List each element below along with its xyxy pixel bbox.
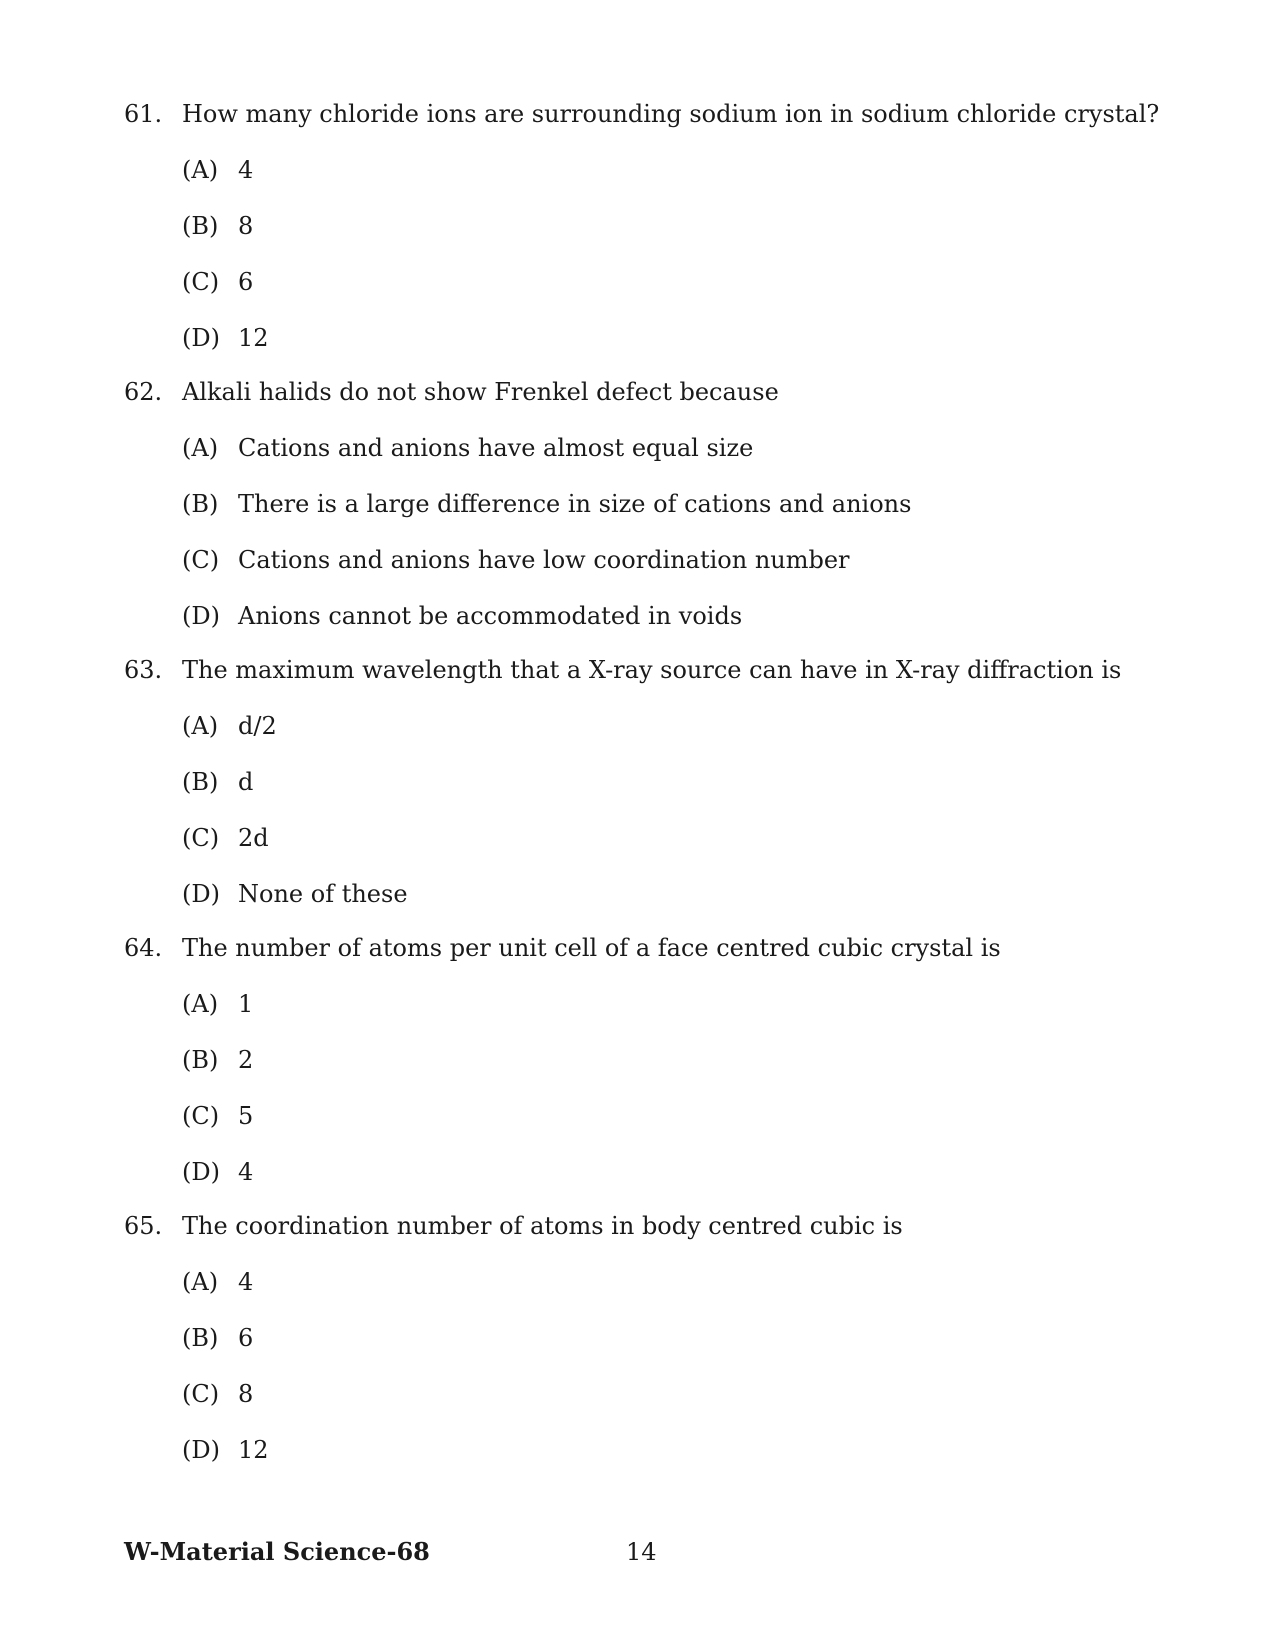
option-label: (C): [182, 268, 220, 296]
option-c: [124, 532, 1164, 588]
option-label: (C): [182, 546, 220, 574]
option-label: (A): [182, 990, 219, 1018]
option-label: (D): [182, 1436, 220, 1464]
option-b: [124, 1032, 1164, 1088]
option-text: 1: [238, 990, 254, 1018]
option-label: (B): [182, 1046, 219, 1074]
question-stem: [124, 920, 1164, 976]
question-text: The number of atoms per unit cell of a face centred cubic crystal is: [182, 934, 1001, 962]
option-a: [124, 976, 1164, 1032]
option-label: (C): [182, 824, 220, 852]
paper-code: W-Material Science-68: [124, 1537, 430, 1566]
option-b: [124, 1310, 1164, 1366]
question-text: Alkali halids do not show Frenkel defect because: [182, 378, 779, 406]
option-d: [124, 866, 1164, 922]
option-c: [124, 254, 1164, 310]
option-a: [124, 420, 1164, 476]
question-65: [124, 1198, 1164, 1478]
option-label: (D): [182, 602, 220, 630]
question-number: 61.: [124, 100, 163, 128]
question-stem: [124, 364, 1164, 420]
option-text: 6: [238, 1324, 254, 1352]
option-c: [124, 1366, 1164, 1422]
option-c: [124, 810, 1164, 866]
option-text: There is a large difference in size of cations and anions: [238, 490, 912, 518]
option-label: (B): [182, 490, 219, 518]
page-number: 14: [626, 1538, 657, 1566]
option-text: Cations and anions have almost equal size: [238, 434, 754, 462]
option-text: 4: [238, 1158, 254, 1186]
option-text: d: [238, 768, 254, 796]
option-label: (D): [182, 1158, 220, 1186]
option-text: Cations and anions have low coordination number: [238, 546, 850, 574]
option-text: 4: [238, 156, 254, 184]
option-label: (B): [182, 768, 219, 796]
question-62: [124, 364, 1164, 644]
question-number: 63.: [124, 656, 163, 684]
option-label: (A): [182, 1268, 219, 1296]
page-footer: [124, 1532, 1164, 1572]
question-61: [124, 86, 1164, 366]
question-text: How many chloride ions are surrounding sodium ion in sodium chloride crystal?: [182, 100, 1160, 128]
question-number: 65.: [124, 1212, 163, 1240]
question-63: [124, 642, 1164, 922]
option-a: [124, 1254, 1164, 1310]
option-label: (B): [182, 212, 219, 240]
option-b: [124, 476, 1164, 532]
question-text: The coordination number of atoms in body centred cubic is: [182, 1212, 903, 1240]
option-d: [124, 310, 1164, 366]
question-number: 64.: [124, 934, 163, 962]
option-a: [124, 142, 1164, 198]
option-text: 6: [238, 268, 254, 296]
option-label: (B): [182, 1324, 219, 1352]
option-label: (C): [182, 1380, 220, 1408]
option-b: [124, 754, 1164, 810]
question-64: [124, 920, 1164, 1200]
option-text: 2: [238, 1046, 254, 1074]
option-label: (D): [182, 880, 220, 908]
option-text: Anions cannot be accommodated in voids: [238, 602, 743, 630]
option-a: [124, 698, 1164, 754]
option-text: 2d: [238, 824, 269, 852]
option-text: None of these: [238, 880, 408, 908]
question-stem: [124, 1198, 1164, 1254]
option-label: (A): [182, 712, 219, 740]
option-text: 12: [238, 324, 269, 352]
option-text: 8: [238, 212, 254, 240]
option-d: [124, 1144, 1164, 1200]
option-label: (D): [182, 324, 220, 352]
option-label: (A): [182, 434, 219, 462]
option-text: 8: [238, 1380, 254, 1408]
option-text: 4: [238, 1268, 254, 1296]
option-d: [124, 588, 1164, 644]
option-b: [124, 198, 1164, 254]
option-text: 5: [238, 1102, 254, 1130]
question-text: The maximum wavelength that a X-ray source can have in X-ray diffraction is: [182, 656, 1122, 684]
option-d: [124, 1422, 1164, 1478]
question-stem: [124, 86, 1164, 142]
question-stem: [124, 642, 1164, 698]
option-label: (A): [182, 156, 219, 184]
option-label: (C): [182, 1102, 220, 1130]
option-text: 12: [238, 1436, 269, 1464]
question-number: 62.: [124, 378, 163, 406]
option-text: d/2: [238, 712, 277, 740]
option-c: [124, 1088, 1164, 1144]
